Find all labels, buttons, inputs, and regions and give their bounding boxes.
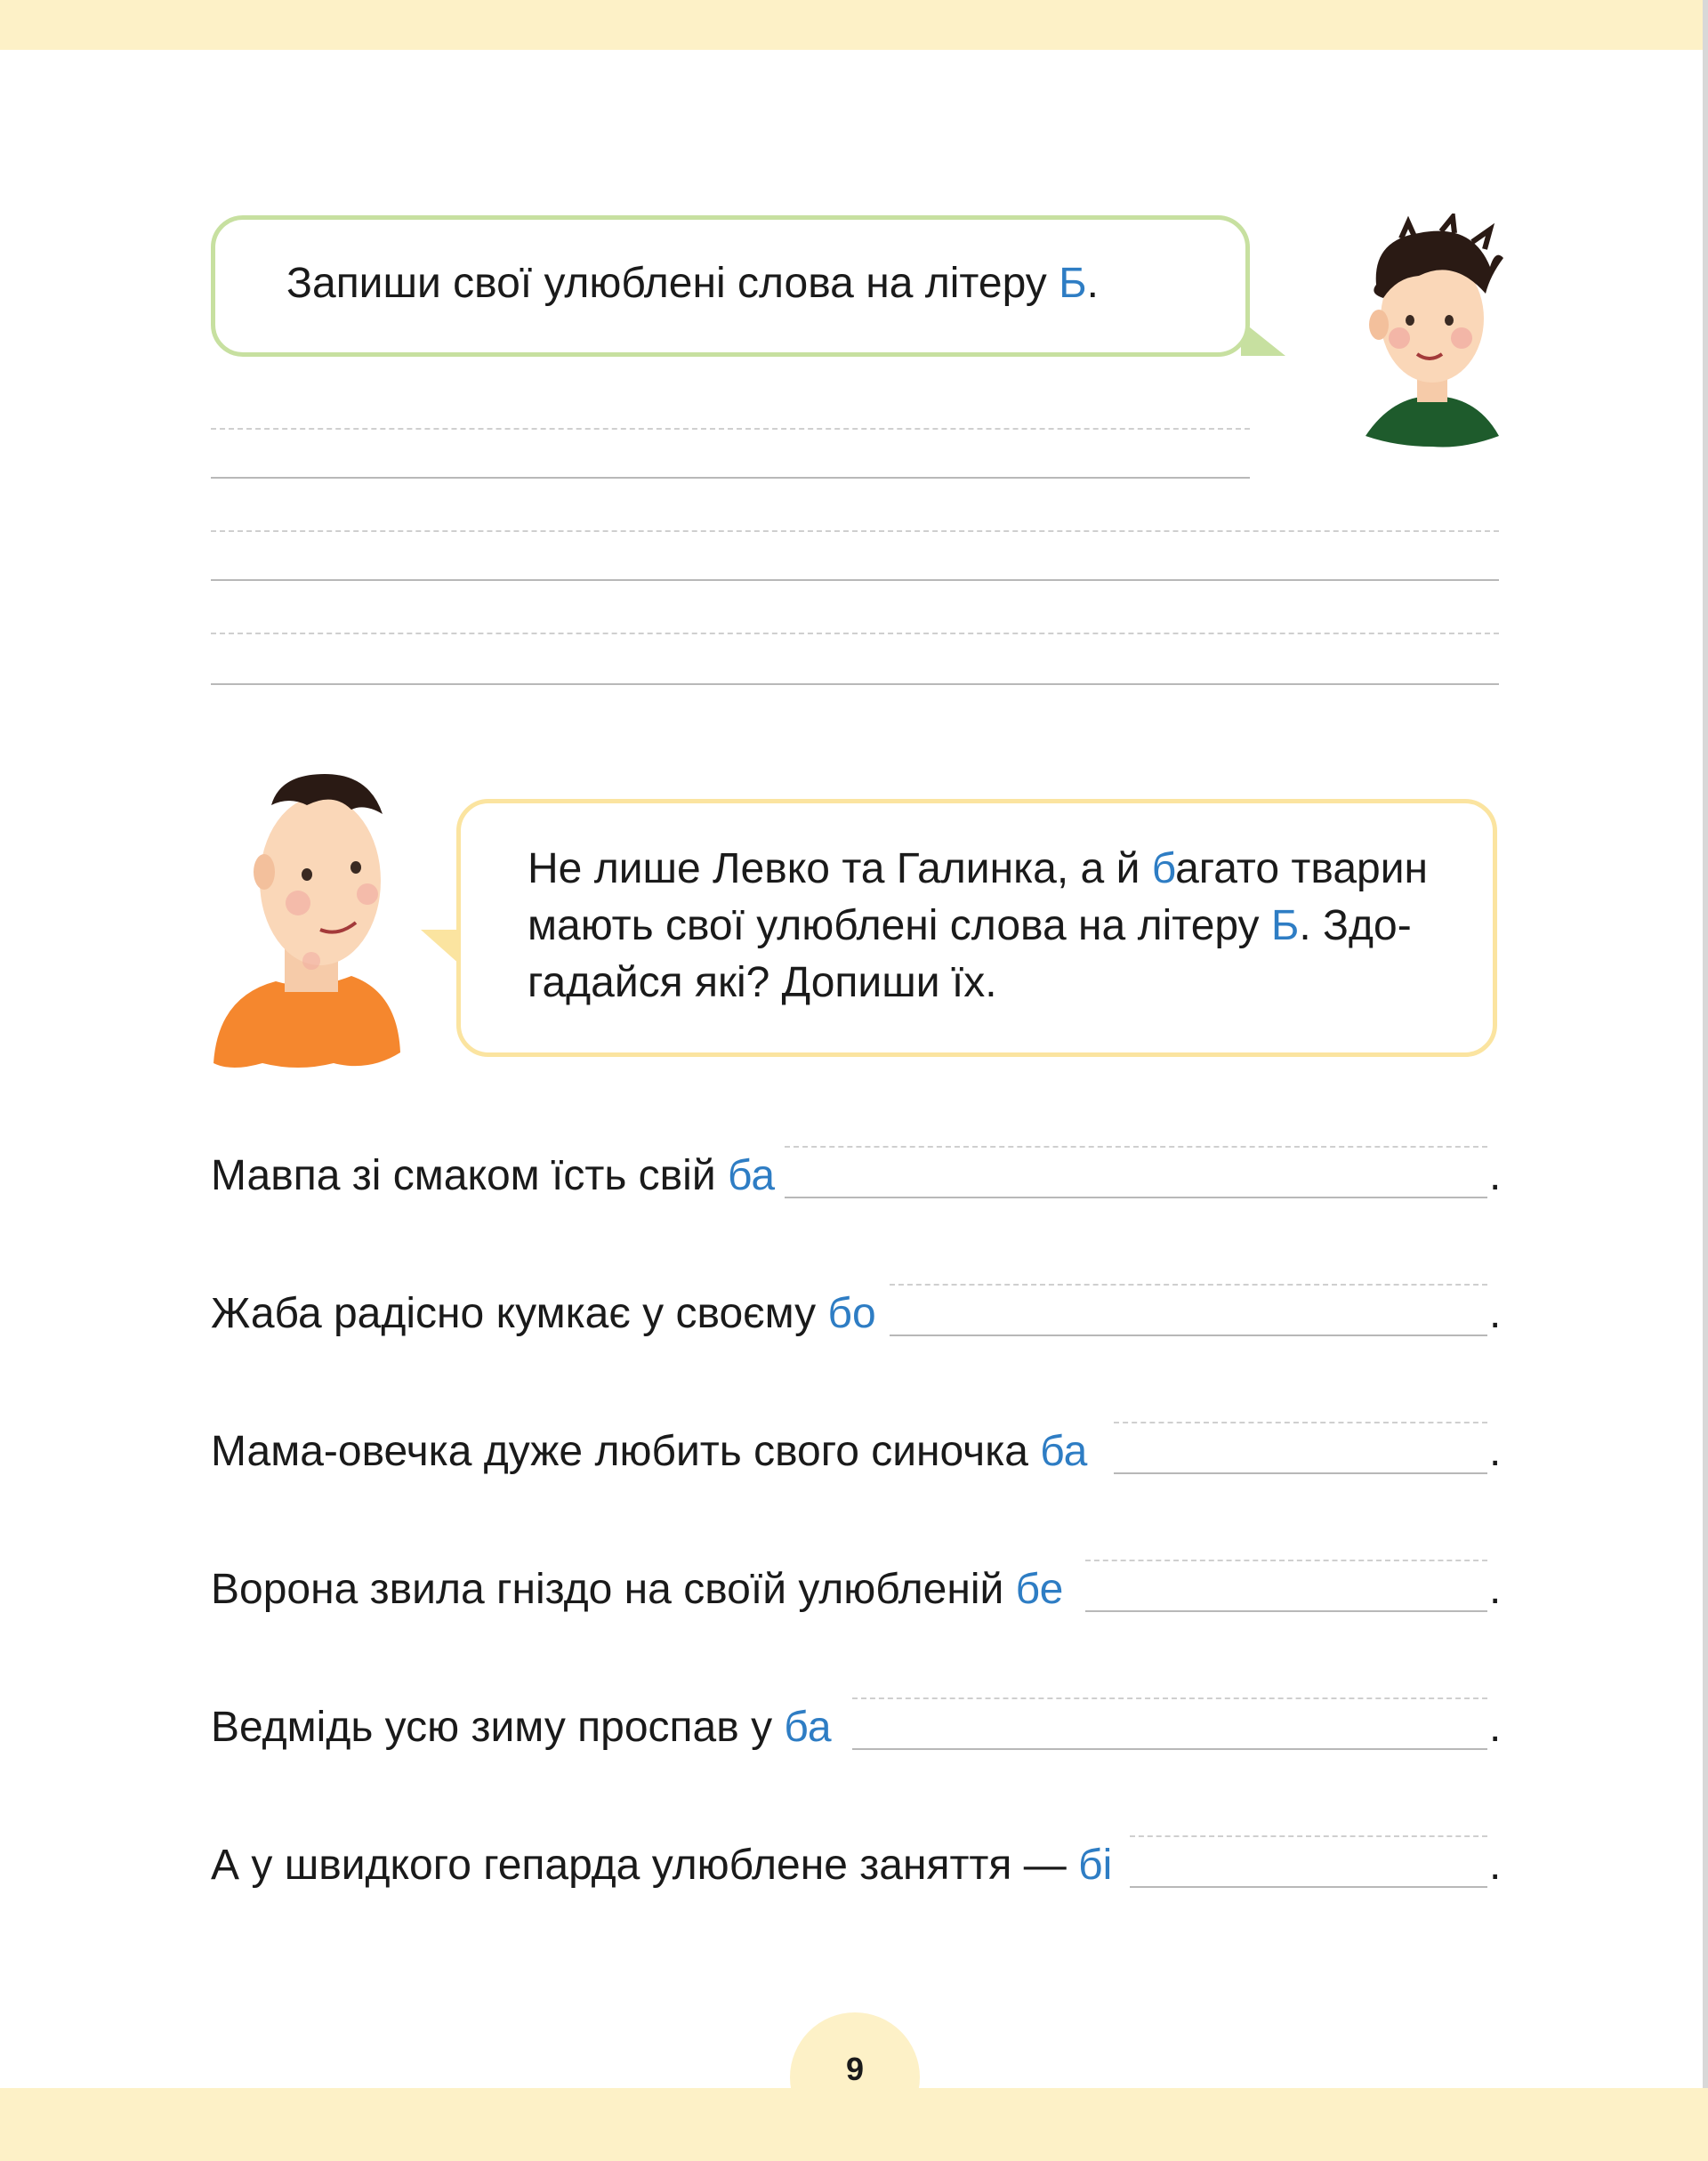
page-edge-shadow — [1703, 0, 1708, 2161]
answer-guide-dashed — [852, 1697, 1487, 1699]
top-color-band — [0, 0, 1708, 50]
bubble-text-part: Запиши свої улюблені слова на літеру — [286, 260, 1059, 307]
sentence-end-dot: . — [1489, 1566, 1502, 1613]
sentence-sheep: Мама-овечка дуже любить свого синочка ба — [211, 1428, 1088, 1475]
sentence-bear: Ведмідь усю зиму проспав у ба — [211, 1704, 832, 1751]
sentence-end-dot: . — [1489, 1704, 1502, 1751]
answer-line[interactable] — [852, 1748, 1487, 1750]
answer-guide-dashed — [785, 1146, 1487, 1148]
answer-guide-dashed — [890, 1284, 1487, 1286]
boy-character-illustration — [1357, 214, 1512, 454]
answer-guide-dashed — [1130, 1835, 1487, 1837]
sentence-end-dot: . — [1489, 1152, 1502, 1199]
answer-line[interactable] — [1085, 1610, 1487, 1612]
sentence-end-dot: . — [1489, 1290, 1502, 1337]
answer-guide-dashed — [1085, 1560, 1487, 1561]
sentence-end-dot: . — [1489, 1428, 1502, 1475]
answer-line[interactable] — [1130, 1886, 1487, 1888]
answer-line[interactable] — [1114, 1472, 1487, 1474]
writing-line[interactable] — [211, 579, 1499, 581]
word-prefix: ба — [784, 1704, 832, 1751]
task-bubble-favorite-words — [211, 215, 1250, 357]
task-bubble-animals — [456, 799, 1497, 1057]
word-prefix: ба — [1040, 1428, 1088, 1475]
bubble-line-2: мають свої улюблені слова на літеру Б. Здо- — [528, 902, 1412, 949]
writing-guide-dashed — [211, 633, 1499, 634]
writing-line[interactable] — [211, 683, 1499, 685]
bubble-text-part: . — [1086, 260, 1099, 307]
writing-guide-dashed — [211, 530, 1499, 532]
sentence-end-dot: . — [1489, 1842, 1502, 1889]
orange-shirt-boy-illustration — [209, 770, 405, 1072]
writing-line[interactable] — [211, 477, 1250, 479]
word-prefix: бе — [1015, 1566, 1064, 1613]
sentence-cheetah: А у швидкого гепарда улюблене заняття — бі — [211, 1842, 1113, 1889]
bubble-line-1: Не лише Левко та Галинка, а й багато тварин — [528, 845, 1429, 892]
answer-guide-dashed — [1114, 1422, 1487, 1423]
sentence-frog: Жаба радісно кумкає у своєму бо — [211, 1290, 876, 1337]
highlight-letter: Б — [1270, 902, 1300, 949]
sentence-monkey: Мавпа зі смаком їсть свій ба — [211, 1152, 776, 1199]
answer-line[interactable] — [785, 1197, 1487, 1198]
word-prefix: ба — [728, 1152, 776, 1199]
page-number: 9 — [845, 2051, 865, 2087]
writing-guide-dashed — [211, 428, 1250, 430]
word-prefix: бо — [827, 1290, 876, 1337]
bubble-line-3: гадайся які? Допиши їх. — [528, 959, 997, 1006]
word-prefix: бі — [1078, 1842, 1113, 1889]
answer-line[interactable] — [890, 1334, 1487, 1336]
sentence-crow: Ворона звила гніздо на своїй улюбленій бе — [211, 1566, 1064, 1613]
highlight-letter: б — [1151, 845, 1176, 892]
highlight-letter: Б — [1059, 260, 1087, 307]
